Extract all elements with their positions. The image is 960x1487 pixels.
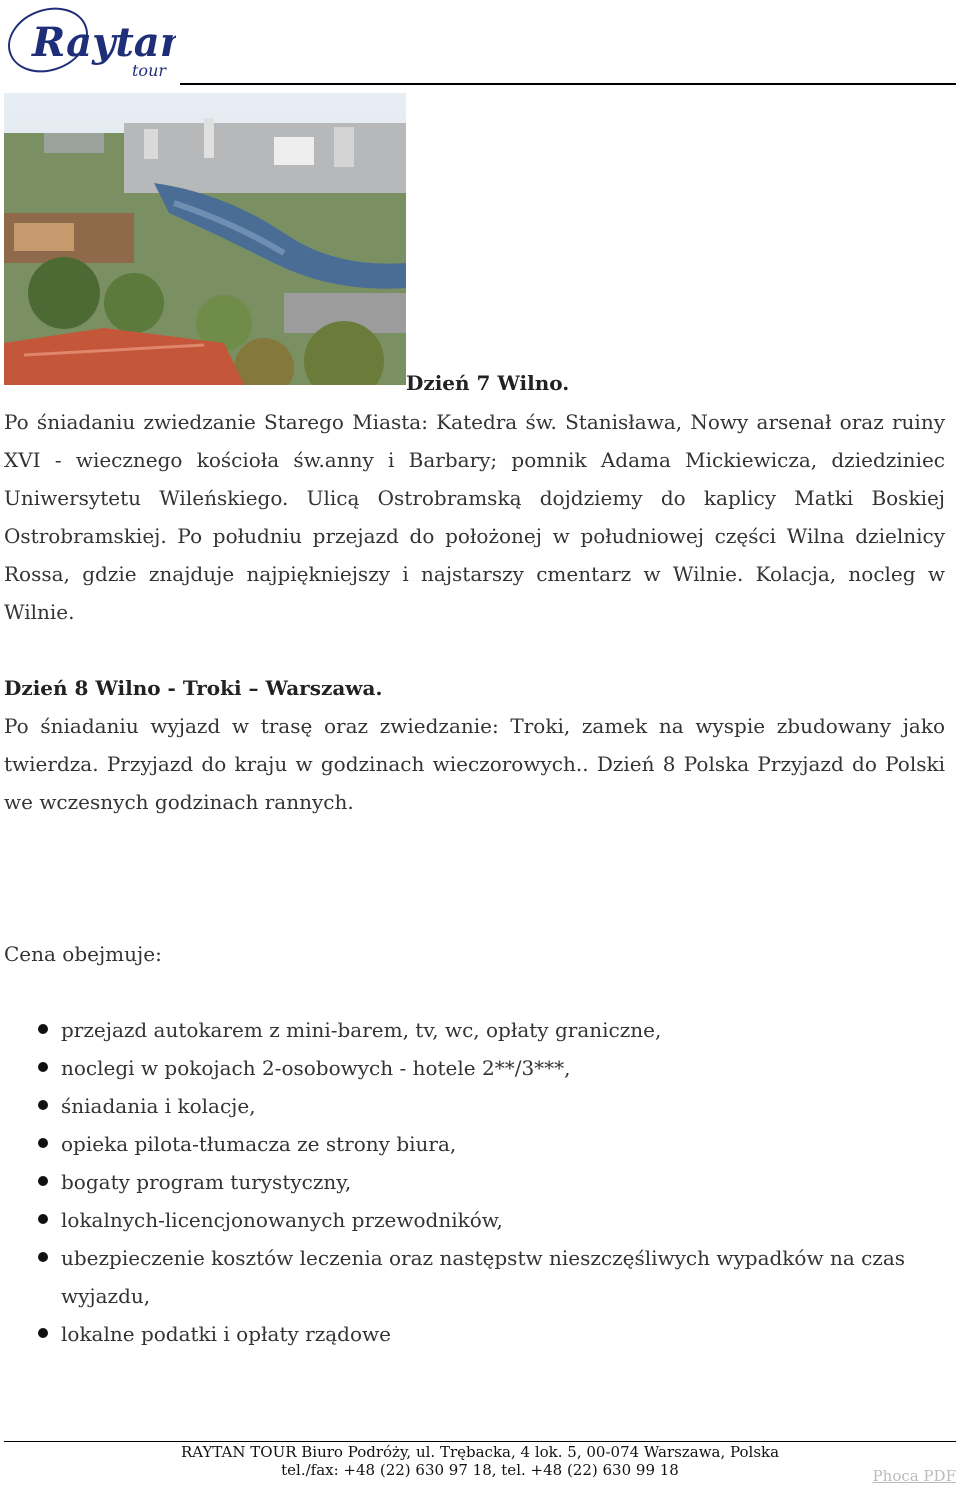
list-item: [0, 1087, 955, 1125]
list-item: [0, 1163, 955, 1201]
list-item: [0, 1239, 955, 1315]
footer-address: RAYTAN TOUR Biuro Podróży, ul. Trębacka, 4 lok. 5, 00-074 Warszawa, Polska: [180, 1443, 780, 1461]
footer-divider: [4, 1441, 956, 1442]
bullet-icon: [38, 1100, 48, 1110]
day7-heading: Dzień 7 Wilno.: [406, 371, 570, 395]
bullet-icon: [38, 1328, 48, 1338]
list-item: [0, 1049, 955, 1087]
bullet-icon: [38, 1214, 48, 1224]
day8-description: Po śniadaniu wyjazd w trasę oraz zwiedzanie: Troki, zamek na wyspie zbudowany jako twierdza. Przyjazd do kraju w godzinach wieczorowych.. Dzień 8 Polska Przyjazd do Polski we wczesnych godzinach rannych.: [4, 714, 945, 814]
list-item-text: śniadania i kolacje,: [61, 1094, 256, 1118]
day8-heading: Dzień 8 Wilno - Troki – Warszawa.: [4, 676, 383, 700]
list-item: [0, 1125, 955, 1163]
list-item: [0, 1201, 955, 1239]
phoca-pdf-link[interactable]: Phoca PDF: [872, 1467, 956, 1485]
bullet-icon: [38, 1062, 48, 1072]
footer-phone: tel./fax: +48 (22) 630 97 18, tel. +48 (22) 630 99 18: [281, 1461, 679, 1479]
footer-contact: [4, 1443, 956, 1479]
logo-brand-text: Raytan: [32, 19, 176, 66]
list-item-text: ubezpieczenie kosztów leczenia oraz następstw nieszczęśliwych wypadków na czas wyjazdu,: [61, 1246, 906, 1308]
bullet-icon: [38, 1176, 48, 1186]
price-includes-list: [0, 1011, 955, 1353]
day7-description: Po śniadaniu zwiedzanie Starego Miasta: Katedra św. Stanisława, Nowy arsenał oraz ruiny XVI - wiecznego kościoła św.anny i Barbary; pomnik Adama Mickiewicza, dziedziniec Uniwersytetu Wileńskiego. Ulicą Ostrobramską dojdziemy do kaplicy Matki Boskiej Ostrobramskiej. Po południu przejazd do położonej w południowej części Wilna dzielnicy Rossa, gdzie znajduje najpiękniejszy i najstarszy cmentarz w Wilnie. Kolacja, nocleg w Wilnie.: [4, 410, 945, 624]
bullet-icon: [38, 1252, 48, 1262]
bullet-icon: [38, 1138, 48, 1148]
list-item-text: opieka pilota-tłumacza ze strony biura,: [61, 1132, 457, 1156]
list-item: [0, 1011, 955, 1049]
list-item-text: lokalnych-licencjonowanych przewodników,: [61, 1208, 503, 1232]
list-item-text: noclegi w pokojach 2-osobowych - hotele 2**/3***,: [61, 1056, 571, 1080]
bullet-icon: [38, 1024, 48, 1034]
list-item-text: przejazd autokarem z mini-barem, tv, wc, opłaty graniczne,: [61, 1018, 662, 1042]
vilnius-city-photo: [4, 93, 406, 385]
raytan-tour-logo: [4, 4, 176, 80]
logo-sub-text: tour: [132, 61, 167, 80]
list-item-text: bogaty program turystyczny,: [61, 1170, 352, 1194]
price-includes-heading: Cena obejmuje:: [4, 942, 162, 966]
list-item: [0, 1315, 955, 1353]
list-item-text: lokalne podatki i opłaty rządowe: [61, 1322, 391, 1346]
header-divider: [180, 83, 956, 85]
